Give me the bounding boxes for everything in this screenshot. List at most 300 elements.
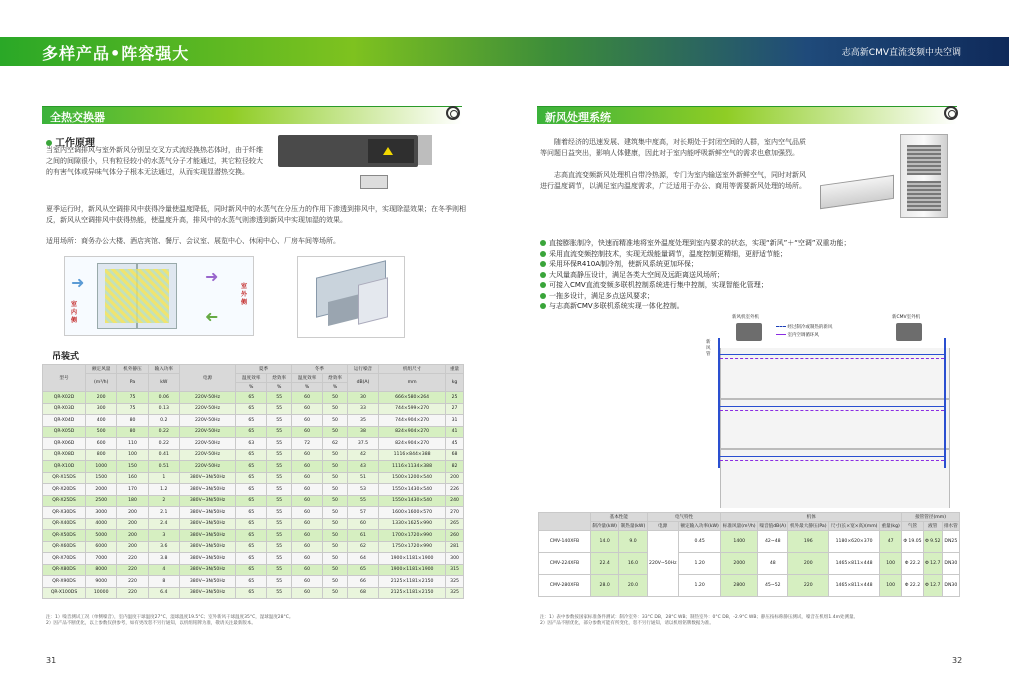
sub-head: 额定输入功率(kW) — [678, 522, 720, 531]
table-cell: 50 — [323, 461, 348, 473]
table-cell: 2125×1181×2150 — [379, 576, 446, 588]
table-cell: 220 — [117, 564, 148, 576]
right-notes — [540, 615, 960, 627]
table-cell: 65 — [236, 449, 267, 461]
table-cell: 30 — [347, 392, 378, 404]
col-power: 输入功率 — [148, 365, 179, 374]
system-diagram — [706, 315, 956, 508]
unit-cell: Pa — [117, 374, 148, 392]
hanging-spec-table — [42, 364, 464, 599]
airflow-diagram — [64, 256, 254, 336]
table-cell: 1180×620×370 — [829, 531, 880, 553]
table-cell: 48 — [758, 553, 788, 575]
table-cell: 2000 — [721, 553, 758, 575]
sub-head: 机外最大静压(Pa) — [788, 522, 829, 531]
table-cell: 380V~3N/50Hz — [179, 530, 235, 542]
table-cell: 0.06 — [148, 392, 179, 404]
model-cell: QR-X70DS — [43, 553, 86, 565]
applications-text: 适用场所：商务办公大楼、酒店宾馆、餐厅、会议室、展览中心、休闲中心、厂房车间等场所。 — [46, 237, 340, 245]
table-cell: 220 — [117, 587, 148, 599]
table-cell: 300 — [86, 403, 117, 415]
table-cell: 41 — [446, 426, 464, 438]
unit-cell: % — [323, 383, 348, 392]
sub-head: 液管 — [923, 522, 942, 531]
table-cell: 1700×1720×990 — [379, 530, 446, 542]
table-cell: 60 — [291, 472, 322, 484]
table-cell: 200 — [446, 472, 464, 484]
principle-title: 工作原理 — [55, 138, 95, 149]
col-static: 机外静压 — [117, 365, 148, 374]
table-cell: 68 — [446, 449, 464, 461]
legend-fresh: 经过制冷或制热的新风 — [787, 325, 833, 330]
table-cell: 55 — [267, 426, 292, 438]
table-cell: 2500 — [86, 495, 117, 507]
heat-exchanger-image — [278, 135, 438, 190]
table-cell: DN30 — [942, 553, 959, 575]
table-cell: 55 — [267, 587, 292, 599]
table-cell: 80 — [117, 426, 148, 438]
table-cell: 9000 — [86, 576, 117, 588]
table-cell: 380V~3N/50Hz — [179, 518, 235, 530]
table-cell: 744×599×270 — [379, 403, 446, 415]
swirl-icon — [446, 106, 460, 120]
table-cell: 65 — [236, 415, 267, 427]
table-cell: 1550×1430×540 — [379, 484, 446, 496]
table-cell: 380V~3N/50Hz — [179, 507, 235, 519]
section-title: 全热交换器 — [50, 111, 105, 124]
col-noise: 运行噪音 — [347, 365, 378, 374]
table-cell: 60 — [291, 541, 322, 553]
table-cell: 60 — [291, 403, 322, 415]
table-cell: 50 — [323, 426, 348, 438]
section-header-right — [537, 106, 957, 124]
table-cell: 50 — [323, 518, 348, 530]
table-cell: 666×580×264 — [379, 392, 446, 404]
fresh-air-spec-table — [538, 512, 960, 597]
table-cell: 65 — [236, 472, 267, 484]
table-cell: 200 — [86, 392, 117, 404]
table-cell: 45 — [446, 438, 464, 450]
banner-title: 多样产品•阵容强大 — [42, 44, 190, 63]
table-cell: 60 — [291, 518, 322, 530]
table-cell: 281 — [446, 541, 464, 553]
table-cell: 55 — [267, 461, 292, 473]
table-cell: 270 — [446, 507, 464, 519]
table-row — [43, 403, 464, 415]
table-cell: 55 — [267, 576, 292, 588]
col-supply: 电源 — [179, 365, 235, 392]
table-cell: 63 — [236, 438, 267, 450]
table-cell: 1465×811×448 — [829, 575, 880, 597]
table-cell: 8000 — [86, 564, 117, 576]
table-cell: 1000 — [86, 461, 117, 473]
fresh-outdoor-unit — [736, 323, 762, 341]
table-cell: 50 — [323, 415, 348, 427]
note-line: 2）因产品不断优化，部分参数可能有所变化，恕不另行通知，请以机组铭牌数据为准。 — [540, 621, 714, 626]
table-cell: 60 — [291, 484, 322, 496]
table-cell: Φ 19.05 — [902, 531, 924, 553]
sub-head: 焓效率 — [267, 374, 292, 383]
left-notes — [46, 615, 466, 627]
model-cell: QR-X60DS — [43, 541, 86, 553]
table-cell: 65 — [347, 564, 378, 576]
section-header-left — [42, 106, 462, 124]
table-cell: 55 — [267, 564, 292, 576]
arrow-icon: ➜ — [71, 273, 85, 292]
col-model: 型号 — [43, 365, 86, 392]
table-cell: 55 — [267, 484, 292, 496]
table-row — [43, 472, 464, 484]
unit-cell: % — [291, 383, 322, 392]
model-cell: QR-X06D — [43, 438, 86, 450]
table-cell: 14.0 — [591, 531, 619, 553]
table-cell: 1.20 — [678, 575, 720, 597]
table-cell: 3.6 — [148, 541, 179, 553]
cmv-outdoor-unit — [896, 323, 922, 341]
model-cell: QR-X10D — [43, 461, 86, 473]
table-cell: DN25 — [942, 531, 959, 553]
table-cell: Φ 9.52 — [923, 531, 942, 553]
table-cell: 1600×1600×570 — [379, 507, 446, 519]
feature-item: 可接入CMV直流变频多联机控制系统进行集中控制，实现智能化管理； — [540, 280, 940, 291]
table-cell: 1400 — [721, 531, 758, 553]
table-cell: 60 — [291, 507, 322, 519]
table-cell: 2.4 — [148, 518, 179, 530]
table-cell: 150 — [117, 461, 148, 473]
table-cell: 220 — [117, 576, 148, 588]
table-cell: 60 — [291, 415, 322, 427]
table-cell: 10000 — [86, 587, 117, 599]
note-line: 2）因产品不断优化，以上参数仅供参考，如有更改恕不另行通知，以机组铭牌为准，敬请关注最新版本。 — [46, 621, 256, 626]
table-cell: 380V~3N/50Hz — [179, 564, 235, 576]
table-cell: 196 — [788, 531, 829, 553]
col-airflow: 额定风量 — [86, 365, 117, 374]
table-cell: 2800 — [721, 575, 758, 597]
table-cell: 220V-50Hz — [179, 438, 235, 450]
outdoor-side-label: 室外侧 — [241, 283, 248, 306]
table-cell: 65 — [236, 576, 267, 588]
banner-subtitle: 志高新CMV直流变频中央空调 — [841, 48, 961, 58]
pipe-label: 新风管 — [706, 340, 711, 357]
table-cell: 400 — [86, 415, 117, 427]
table-cell: 1116×844×388 — [379, 449, 446, 461]
table-cell: 1 — [148, 472, 179, 484]
table-row — [43, 541, 464, 553]
table-row — [43, 564, 464, 576]
table-cell: 380V~3N/50Hz — [179, 553, 235, 565]
feature-list — [540, 238, 940, 312]
table-cell: 55 — [267, 507, 292, 519]
principle-text: 当室内空调排风与室外新风分别呈交叉方式流经换热芯体时，由于纤维之间的间隙很小，只有粒径较小的水蒸气分子才能通过，其它粒径较大的有害气体或异味气体分子根本无法通过，从而实现显潜热交换。 — [46, 146, 263, 176]
table-cell: 55 — [267, 449, 292, 461]
table-cell: 260 — [446, 530, 464, 542]
table-cell: 55 — [267, 553, 292, 565]
table-cell: 65 — [236, 564, 267, 576]
table-cell: 65 — [236, 553, 267, 565]
table-cell: 50 — [323, 576, 348, 588]
table-title: 吊装式 — [52, 352, 80, 362]
feature-item: 大风量高静压设计，满足各类大空间及远距离送风场所； — [540, 270, 940, 281]
table-cell: 0.13 — [148, 403, 179, 415]
sub-head: 尺寸(长×宽×高)(mm) — [829, 522, 880, 531]
table-cell: 220V-50Hz — [179, 426, 235, 438]
feature-item: 采用环保R410A制冷剂，使新风系统更加环保； — [540, 259, 940, 270]
model-cell: QR-X40DS — [43, 518, 86, 530]
table-cell: 50 — [323, 553, 348, 565]
table-cell: 0.41 — [148, 449, 179, 461]
model-cell: QR-X05D — [43, 426, 86, 438]
table-cell: 800 — [86, 449, 117, 461]
section-title: 新风处理系统 — [545, 111, 611, 124]
group-body: 机体 — [721, 513, 902, 522]
feature-item: 直接膨胀制冷，快速而精准地将室外温度处理到室内要求的状态，实现“新风”＋“空调”双重功能； — [540, 238, 940, 249]
table-row — [43, 587, 464, 599]
table-cell: Φ 12.7 — [923, 553, 942, 575]
indoor-side-label: 室内侧 — [71, 301, 78, 324]
table-cell: 325 — [446, 587, 464, 599]
table-cell: 55 — [267, 518, 292, 530]
table-cell: 60 — [291, 461, 322, 473]
intro-text: 随着经济的迅速发展、建筑集中度高，对长期处于封闭空间的人群，室内空气品质等问题日益突出，影响人体健康，因此对于室内能呼吸新鲜空气的需求也愈加强烈。 — [540, 138, 806, 157]
table-cell: 220V-50Hz — [179, 403, 235, 415]
col-size: 机组尺寸 — [379, 365, 446, 374]
table-cell: 9.0 — [619, 531, 647, 553]
table-cell: 1900×1181×1900 — [379, 564, 446, 576]
table-cell: 1465×811×448 — [829, 553, 880, 575]
table-row — [43, 438, 464, 450]
sub-head: 电源 — [647, 522, 678, 531]
unit-cell: % — [267, 383, 292, 392]
table-cell: 62 — [347, 541, 378, 553]
table-cell: 380V~3N/50Hz — [179, 472, 235, 484]
table-cell: 55 — [267, 403, 292, 415]
table-cell: 200 — [788, 553, 829, 575]
table-cell: 0.22 — [148, 438, 179, 450]
sub-head: 重量(kg) — [880, 522, 902, 531]
table-cell: 55 — [267, 392, 292, 404]
table-cell: 3 — [148, 530, 179, 542]
table-cell: 7000 — [86, 553, 117, 565]
table-cell: 65 — [236, 530, 267, 542]
table-cell: 4 — [148, 564, 179, 576]
table-cell: 824×904×270 — [379, 426, 446, 438]
table-cell: 500 — [86, 426, 117, 438]
table-cell: 2.1 — [148, 507, 179, 519]
model-cell: QR-X03D — [43, 403, 86, 415]
table-cell: 240 — [446, 495, 464, 507]
table-cell: 50 — [323, 587, 348, 599]
table-cell: 380V~3N/50Hz — [179, 484, 235, 496]
table-cell: 55 — [347, 495, 378, 507]
table-cell: 51 — [347, 472, 378, 484]
model-cell: QR-X20DS — [43, 484, 86, 496]
col-model — [539, 513, 591, 531]
col-summer: 夏季 — [236, 365, 292, 374]
group-pipe: 接管管径(mm) — [902, 513, 960, 522]
table-cell: 824×904×270 — [379, 438, 446, 450]
sub-head: 温度效率 — [291, 374, 322, 383]
table-row — [43, 461, 464, 473]
table-cell: 35 — [347, 415, 378, 427]
table-cell: 1500 — [86, 472, 117, 484]
model-cell: QR-X90DS — [43, 576, 86, 588]
table-row — [43, 426, 464, 438]
table-cell: 37.5 — [347, 438, 378, 450]
note-line: 注：1）表中参数按国家标准条件测试：制冷室外：33°C DB，28°C WB；制热室外：0°C DB，-2.9°C WB；静压按标称静压测试，噪音在机组1.4m处测量。 — [540, 615, 858, 620]
table-cell: 64 — [347, 553, 378, 565]
table-cell: 25 — [446, 392, 464, 404]
table-cell: 100 — [880, 553, 902, 575]
feature-item: 与志高新CMV多联机系统实现一体化控制。 — [540, 301, 940, 312]
swirl-icon — [944, 106, 958, 120]
table-cell: 61 — [347, 530, 378, 542]
arrow-icon: ➜ — [205, 267, 219, 286]
table-cell: 31 — [446, 415, 464, 427]
table-cell: 60 — [291, 587, 322, 599]
model-cell: QR-X15DS — [43, 472, 86, 484]
table-cell: 6000 — [86, 541, 117, 553]
table-cell: DN30 — [942, 575, 959, 597]
header-banner — [0, 37, 1009, 66]
table-cell: 57 — [347, 507, 378, 519]
table-cell: 220V-50Hz — [179, 415, 235, 427]
table-cell: 60 — [291, 392, 322, 404]
table-cell: 200 — [117, 518, 148, 530]
table-cell: 50 — [323, 484, 348, 496]
table-cell: 60 — [291, 449, 322, 461]
table-cell: 226 — [446, 484, 464, 496]
table-cell: 65 — [236, 392, 267, 404]
table-cell: 50 — [323, 507, 348, 519]
table-cell: 0.51 — [148, 461, 179, 473]
table-cell: 1550×1430×540 — [379, 495, 446, 507]
table-cell: 220 — [788, 575, 829, 597]
table-cell: 80 — [117, 415, 148, 427]
table-cell: 3.8 — [148, 553, 179, 565]
table-cell: 50 — [323, 472, 348, 484]
table-cell: 55 — [267, 530, 292, 542]
model-cell: QR-X25DS — [43, 495, 86, 507]
table-cell: 8 — [148, 576, 179, 588]
sub-head: 噪音值dB(A) — [758, 522, 788, 531]
table-cell: 380V~3N/50Hz — [179, 541, 235, 553]
table-cell: 50 — [323, 541, 348, 553]
table-cell: 200 — [117, 530, 148, 542]
model-cell: QR-X04D — [43, 415, 86, 427]
table-row — [43, 553, 464, 565]
sub-head: 焓效率 — [323, 374, 348, 383]
table-cell: 42~48 — [758, 531, 788, 553]
table-cell: 50 — [323, 495, 348, 507]
fresh-air-unit-image — [820, 170, 900, 206]
table-cell: 50 — [323, 392, 348, 404]
table-cell: 110 — [117, 438, 148, 450]
feature-item: 一拖多设计，满足多点送风要求； — [540, 291, 940, 302]
table-cell: 1330×1625×990 — [379, 518, 446, 530]
table-cell: 3000 — [86, 507, 117, 519]
table-cell: 72 — [291, 438, 322, 450]
label-cmv-outdoor: 新CMV室外机 — [892, 315, 921, 320]
feature-item: 采用直流变频控制技术，实现无级能量调节，温度控制更精细，更舒适节能； — [540, 249, 940, 260]
table-row — [43, 495, 464, 507]
table-row — [43, 518, 464, 530]
model-cell: QR-X50DS — [43, 530, 86, 542]
table-cell: 16.0 — [619, 553, 647, 575]
table-cell: 50 — [323, 403, 348, 415]
table-cell: Φ 12.7 — [923, 575, 942, 597]
table-cell: 20.0 — [619, 575, 647, 597]
table-cell: 66 — [347, 576, 378, 588]
table-cell: 380V~3N/50Hz — [179, 495, 235, 507]
unit-cell: kg — [446, 374, 464, 392]
table-cell: 380V~3N/50Hz — [179, 576, 235, 588]
table-cell: 42 — [347, 449, 378, 461]
outdoor-unit-image — [900, 134, 948, 218]
table-row — [43, 576, 464, 588]
table-cell: 5000 — [86, 530, 117, 542]
table-cell: 47 — [880, 531, 902, 553]
table-cell: 55 — [267, 472, 292, 484]
table-cell: 50 — [323, 530, 348, 542]
table-cell: 60 — [291, 495, 322, 507]
table-cell: 100 — [880, 575, 902, 597]
table-cell: 75 — [117, 392, 148, 404]
group-basic: 基本性能 — [591, 513, 648, 522]
sub-head: 排水管 — [942, 522, 959, 531]
table-row — [43, 449, 464, 461]
table-cell: 0.2 — [148, 415, 179, 427]
model-cell: QR-X80DS — [43, 564, 86, 576]
table-cell: 315 — [446, 564, 464, 576]
col-weight: 重量 — [446, 365, 464, 374]
table-cell: 38 — [347, 426, 378, 438]
table-cell: 62 — [323, 438, 348, 450]
table-cell: 65 — [236, 426, 267, 438]
table-cell: 300 — [446, 553, 464, 565]
sub-head: 气管 — [902, 522, 924, 531]
table-cell: 1900×1181×1900 — [379, 553, 446, 565]
table-cell: 160 — [117, 472, 148, 484]
group-electric: 电气特性 — [647, 513, 721, 522]
table-cell: 2125×1181×2150 — [379, 587, 446, 599]
table-cell: 65 — [236, 484, 267, 496]
season-text: 夏季运行时，新风从空调排风中获得冷量使温度降低，同时新风中的水蒸气在分压力的作用下渗透到排风中，实现除湿效果；在冬季则相反，新风从空调排风中获得热能，使温度升高，排风中的水蒸气则渗透到新风中实现加湿的效果。 — [46, 205, 466, 224]
model-cell: CMV-140XFB — [539, 531, 591, 553]
table-cell: 65 — [236, 541, 267, 553]
table-cell: 325 — [446, 576, 464, 588]
model-cell: QR-X02D — [43, 392, 86, 404]
unit-cell: (m³/h) — [86, 374, 117, 392]
table-cell: 28.0 — [591, 575, 619, 597]
table-cell: 65 — [236, 461, 267, 473]
table-cell: 265 — [446, 518, 464, 530]
sub-head: 制冷量(kW) — [591, 522, 619, 531]
table-cell: 220 — [117, 553, 148, 565]
table-row — [43, 484, 464, 496]
power-cell: 220V~50Hz — [647, 531, 678, 597]
table-cell: 1.2 — [148, 484, 179, 496]
table-cell: 2 — [148, 495, 179, 507]
sub-head: 温度效率 — [236, 374, 267, 383]
table-cell: 4000 — [86, 518, 117, 530]
table-cell: Φ 22.2 — [902, 575, 924, 597]
unit-cell: dB(A) — [347, 374, 378, 392]
table-cell: 65 — [236, 507, 267, 519]
unit-cell: kW — [148, 374, 179, 392]
table-cell: 60 — [347, 518, 378, 530]
intro2-text: 志高直流变频新风处理机自带冷热源，专门为室内输送室外新鲜空气，同时对新风进行温度调节，以满足室内温度需求，广泛适用于办公、商用等需要新风处理的场所。 — [540, 171, 806, 190]
arrow-icon: ➜ — [205, 307, 219, 326]
